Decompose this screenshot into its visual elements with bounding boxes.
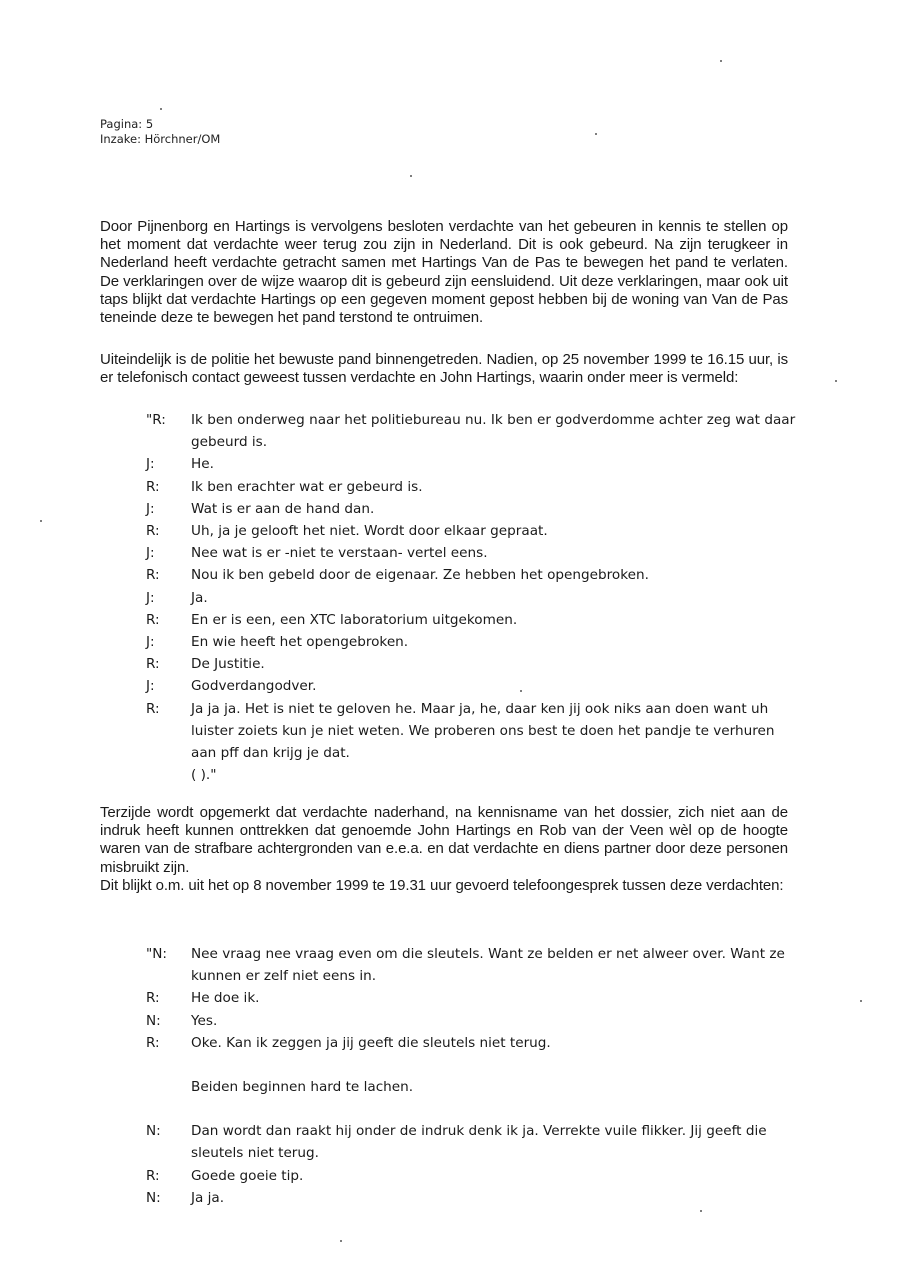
speaker-label: N: xyxy=(146,1012,161,1029)
page-header xyxy=(100,117,220,147)
scan-speck xyxy=(160,108,162,110)
scan-speck xyxy=(40,520,42,522)
paragraph-call-intro: Dit blijkt o.m. uit het op 8 november 1999 te 19.31 uur gevoerd telefoongesprek tussen deze verdachten: xyxy=(100,877,784,894)
speaker-label: J: xyxy=(146,589,155,606)
page-number: Pagina: 5 xyxy=(100,117,154,131)
scan-speck xyxy=(520,690,522,692)
transcript-line xyxy=(146,587,796,609)
speaker-label: R: xyxy=(146,567,160,584)
scan-speck xyxy=(340,1240,342,1242)
transcript-line xyxy=(146,476,796,498)
utterance: Yes. xyxy=(191,1012,218,1029)
utterance: De Justitie. xyxy=(191,656,265,673)
transcript-line xyxy=(146,498,796,520)
speaker-label: R: xyxy=(146,700,160,717)
speaker-label: R: xyxy=(146,478,160,495)
utterance: Dan wordt dan raakt hij onder de indruk denk ik ja. Verrekte vuile flikker. Jij geeft die sleutels niet terug. xyxy=(191,1123,767,1162)
transcript-line xyxy=(146,564,796,586)
transcript-line xyxy=(146,653,796,675)
speaker-label: R: xyxy=(146,656,160,673)
transcript-line xyxy=(146,520,796,542)
speaker-label: "R: xyxy=(146,412,166,428)
transcript-25-november xyxy=(146,409,796,786)
utterance: Ik ben onderweg naar het politiebureau nu. Ik ben er godverdomme achter zeg wat daar gebeurd is. xyxy=(191,412,796,451)
speaker-label: R: xyxy=(146,611,160,628)
transcript-line xyxy=(146,764,796,786)
utterance: En wie heeft het opengebroken. xyxy=(191,634,409,651)
speaker-label: R: xyxy=(146,1034,160,1051)
transcript-line xyxy=(146,1032,796,1054)
utterance: Nee vraag nee vraag even om die sleutels. Want ze belden er net alweer over. Want ze kunnen er zelf niet eens in. xyxy=(191,946,785,985)
stage-direction: Beiden beginnen hard te lachen. xyxy=(191,1079,414,1096)
utterance: Nee wat is er -niet te verstaan- vertel eens. xyxy=(191,545,488,562)
utterance: Wat is er aan de hand dan. xyxy=(191,500,375,517)
speaker-label: R: xyxy=(146,523,160,540)
transcript-line xyxy=(146,1165,796,1187)
utterance: He. xyxy=(191,456,214,473)
utterance: Uh, ja je gelooft het niet. Wordt door elkaar gepraat. xyxy=(191,523,548,540)
transcript-line xyxy=(146,987,796,1009)
paragraph-decision: Door Pijnenborg en Hartings is vervolgens besloten verdachte van het gebeuren in kennis te stellen op het moment dat verdachte weer terug zou zijn in Nederland. Dit is ook gebeurd. Na zijn terugkeer in Nederland heeft verdachte getracht samen met Hartings Van de Pas te bewegen het pand te verlaten. De verklaringen over de wijze waarop dit is gebeurd zijn eensluidend. Uit deze verklaringen, maar ook uit taps blijkt dat verdachte Hartings op een gegeven moment gepost hebben bij de woning van Van de Pas teneinde deze te bewegen het pand terstond te ontruimen. xyxy=(100,218,788,327)
speaker-label: J: xyxy=(146,634,155,651)
speaker-label: "N: xyxy=(146,946,168,962)
utterance: Goede goeie tip. xyxy=(191,1167,304,1184)
transcript-line xyxy=(146,943,796,987)
speaker-label: R: xyxy=(146,990,160,1007)
transcript-line xyxy=(146,453,796,475)
transcript-line xyxy=(146,1010,796,1032)
utterance: Ik ben erachter wat er gebeurd is. xyxy=(191,478,423,495)
transcript-line xyxy=(146,675,796,697)
utterance: Oke. Kan ik zeggen ja jij geeft die sleutels niet terug. xyxy=(191,1034,551,1051)
utterance: Ja ja ja. Het is niet te geloven he. Maar ja, he, daar ken jij ook niks aan doen want uh luister zoiets kun je niet weten. We proberen ons best te doen het pandje te verhuren aan pff dan krijg je dat. xyxy=(191,700,775,762)
speaker-label: J: xyxy=(146,678,155,695)
paragraph-police-entry: Uiteindelijk is de politie het bewuste pand binnengetreden. Nadien, op 25 november 1999 te 16.15 uur, is er telefonisch contact geweest tussen verdachte en John Hartings, waarin onder meer is vermeld: xyxy=(100,351,788,387)
speaker-label xyxy=(146,764,191,786)
transcript-line xyxy=(146,409,796,453)
scan-speck xyxy=(410,175,412,177)
transcript-line xyxy=(146,698,796,765)
utterance: He doe ik. xyxy=(191,990,260,1007)
scan-speck xyxy=(595,133,597,135)
speaker-label: J: xyxy=(146,500,155,517)
utterance: Godverdangodver. xyxy=(191,678,317,695)
paragraph-aside: Terzijde wordt opgemerkt dat verdachte naderhand, na kennisname van het dossier, zich niet aan de indruk heeft kunnen onttrekken dat genoemde John Hartings en Rob van der Veen wèl op de hoogte waren van de strafbare achtergronden van e.e.a. en dat verdachte en diens partner door deze personen misbruikt zijn. xyxy=(100,804,788,876)
utterance: En er is een, een XTC laboratorium uitgekomen. xyxy=(191,611,518,628)
scan-speck xyxy=(835,380,837,382)
transcript-line xyxy=(146,631,796,653)
scan-speck xyxy=(860,1000,862,1002)
transcript-line xyxy=(146,542,796,564)
utterance: Ja ja. xyxy=(191,1189,225,1206)
speaker-label: J: xyxy=(146,545,155,562)
speaker-label: J: xyxy=(146,456,155,473)
utterance: Ja. xyxy=(191,589,208,606)
utterance: ( )." xyxy=(191,767,217,784)
speaker-label: N: xyxy=(146,1123,161,1140)
scan-speck xyxy=(700,1210,702,1212)
speaker-label: N: xyxy=(146,1189,161,1206)
transcript-line xyxy=(146,1187,796,1209)
transcript-line xyxy=(146,1120,796,1164)
scan-speck xyxy=(720,60,722,62)
utterance: Nou ik ben gebeld door de eigenaar. Ze hebben het opengebroken. xyxy=(191,567,649,584)
transcript-line xyxy=(146,609,796,631)
transcript-8-november xyxy=(146,943,796,1209)
speaker-label: R: xyxy=(146,1167,160,1184)
case-reference: Inzake: Hörchner/OM xyxy=(100,132,221,146)
